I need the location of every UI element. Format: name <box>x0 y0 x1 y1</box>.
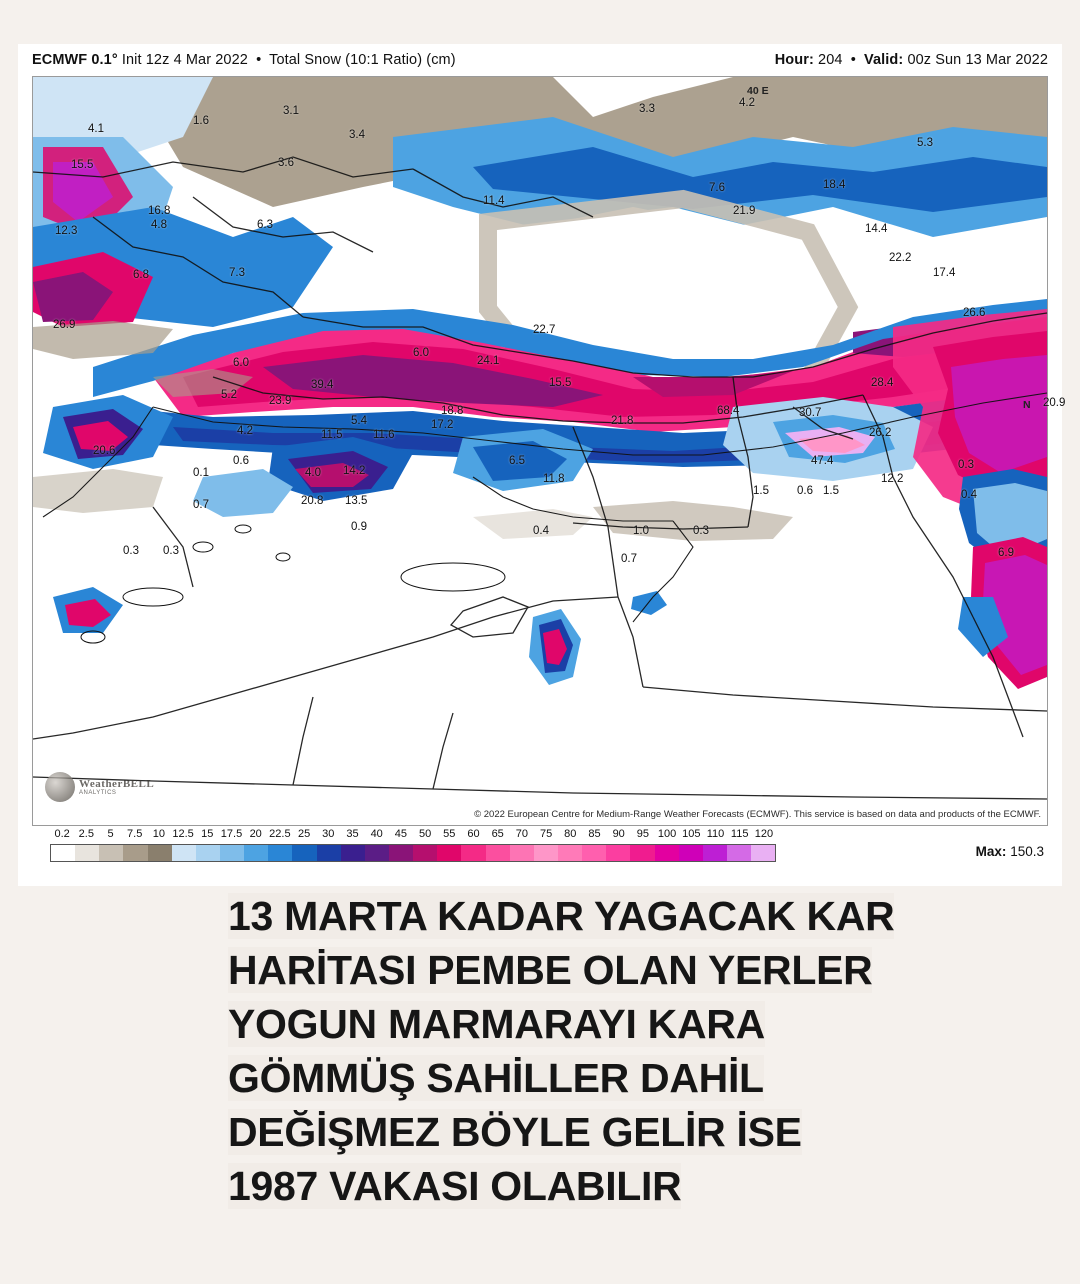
color-scale-tick: 65 <box>491 828 504 840</box>
snow-value-label: 30.7 <box>799 407 822 419</box>
color-scale-tick: 80 <box>564 828 577 840</box>
color-scale-tick: 60 <box>467 828 480 840</box>
map-credit: © 2022 European Centre for Medium-Range Weather Forecasts (ECMWF). This service is based on data and products of the ECMWF. <box>474 809 1041 820</box>
caption-line <box>0 1106 1080 1158</box>
color-scale-swatch <box>437 845 461 861</box>
caption-line-text: GÖMMÜŞ SAHİLLER DAHİL <box>228 1055 764 1102</box>
snow-value-label: 4.2 <box>237 425 253 437</box>
snow-value-label: 21.9 <box>733 205 756 217</box>
snow-value-label: 13.5 <box>345 495 368 507</box>
snow-value-label: 15.5 <box>71 159 94 171</box>
snow-value-label: 11.5 <box>321 429 343 441</box>
snow-value-label: 0.9 <box>351 521 367 533</box>
snow-value-label: 47.4 <box>811 455 834 467</box>
color-scale-tick: 105 <box>682 828 701 840</box>
weather-map-card <box>18 44 1066 886</box>
model-label: ECMWF 0.1° <box>32 52 118 68</box>
color-scale-swatch <box>606 845 630 861</box>
map-viewport[interactable] <box>32 76 1066 826</box>
color-scale-tick: 50 <box>418 828 432 840</box>
weatherbell-logo <box>45 767 165 807</box>
color-scale-swatch <box>317 845 341 861</box>
color-scale-tick: 20 <box>249 828 262 840</box>
snow-value-label: 24.1 <box>477 355 500 367</box>
color-scale-tick: 15 <box>201 828 214 840</box>
snow-value-label: 14.4 <box>865 223 888 235</box>
valid-value: 00z Sun 13 Mar 2022 <box>907 52 1048 68</box>
caption-line <box>0 890 1080 942</box>
snow-value-label: 1.5 <box>823 485 839 497</box>
color-scale-tick: 95 <box>636 828 650 840</box>
snow-value-label: 20.8 <box>301 495 324 507</box>
snow-value-label: 5.4 <box>351 415 367 427</box>
color-scale-swatch <box>413 845 437 861</box>
snow-value-label: 4.0 <box>305 467 321 479</box>
color-scale <box>32 828 1048 874</box>
map-header-right <box>775 52 1048 68</box>
snow-value-label: 26.9 <box>53 319 76 331</box>
snow-value-label: 6.3 <box>257 219 273 231</box>
map-header <box>18 44 1062 76</box>
header-sep-2: • <box>850 52 856 68</box>
color-scale-ticks <box>32 828 772 844</box>
snow-value-label: 17.4 <box>933 267 956 279</box>
color-scale-tick: 25 <box>297 828 311 840</box>
caption-line <box>0 998 1080 1050</box>
snow-value-label: 0.6 <box>233 455 249 467</box>
snow-value-label: 3.1 <box>283 105 299 117</box>
color-scale-tick: 30 <box>322 828 335 840</box>
snow-value-label: 39.4 <box>311 379 334 391</box>
snow-value-label: 4.2 <box>739 97 755 109</box>
snow-value-label: 1.0 <box>633 525 649 537</box>
snow-value-label: 0.6 <box>797 485 813 497</box>
max-label-text: Max: <box>975 844 1007 859</box>
color-scale-tick: 90 <box>612 828 625 840</box>
color-scale-tick: 35 <box>346 828 359 840</box>
color-scale-tick: 55 <box>443 828 456 840</box>
color-scale-tick: 70 <box>515 828 529 840</box>
hour-value: 204 <box>818 52 843 68</box>
color-scale-tick: 110 <box>706 828 725 840</box>
weatherbell-ball-icon <box>45 772 75 802</box>
snow-value-label: 22.7 <box>533 324 556 336</box>
color-scale-swatch <box>534 845 558 861</box>
snow-value-label: 21.8 <box>611 415 634 427</box>
color-scale-swatch <box>582 845 606 861</box>
color-scale-bar <box>50 844 776 862</box>
snow-value-label: 1.6 <box>193 115 209 127</box>
caption-line-text: YOGUN MARMARAYI KARA <box>228 1001 765 1048</box>
product-label: Total Snow (10:1 Ratio) (cm) <box>269 52 456 68</box>
color-scale-swatch <box>148 845 172 861</box>
snow-value-label: 7.3 <box>229 267 245 279</box>
caption-line-text: 1987 VAKASI OLABILIR <box>228 1163 682 1210</box>
snow-value-label: 17.2 <box>431 419 454 431</box>
color-scale-swatch <box>51 845 75 861</box>
color-scale-swatch <box>461 845 485 861</box>
color-scale-tick: 40 <box>370 828 383 840</box>
color-scale-swatch <box>510 845 534 861</box>
init-label: Init 12z 4 Mar 2022 <box>121 52 248 68</box>
color-scale-tick: 120 <box>754 828 774 840</box>
color-scale-tick: 115 <box>730 828 749 840</box>
color-scale-swatch <box>220 845 244 861</box>
snow-value-label: 6.0 <box>413 347 429 359</box>
snow-value-label: 26.6 <box>963 307 986 319</box>
max-value-label <box>976 844 1044 859</box>
hour-label: Hour: <box>774 52 814 68</box>
map-svg <box>33 77 1047 825</box>
snow-value-label: 5.3 <box>917 137 933 149</box>
color-scale-swatch <box>727 845 751 861</box>
snow-value-label: 0.3 <box>958 459 974 471</box>
snow-value-label: 23.9 <box>269 395 292 407</box>
snow-value-label: 20.9 <box>1043 397 1066 409</box>
color-scale-tick: 0.2 <box>54 828 70 840</box>
snow-value-label: 11.4 <box>483 195 505 207</box>
snow-value-label: 6.5 <box>509 455 525 467</box>
color-scale-swatch <box>244 845 268 861</box>
snow-value-label: 0.4 <box>961 489 977 501</box>
color-scale-tick: 22.5 <box>269 828 291 840</box>
snow-value-label: 0.7 <box>621 553 637 565</box>
snow-value-label: 1.5 <box>753 485 769 497</box>
snow-value-label: 6.8 <box>133 269 149 281</box>
color-scale-tick: 100 <box>657 828 677 840</box>
snow-value-label: 5.2 <box>221 389 237 401</box>
color-scale-swatch <box>268 845 292 861</box>
snow-value-label: 0.3 <box>163 545 179 557</box>
caption-line-text: DEĞİŞMEZ BÖYLE GELİR İSE <box>228 1109 802 1156</box>
snow-value-label: 11.8 <box>543 473 565 485</box>
color-scale-tick: 7.5 <box>127 828 143 840</box>
color-scale-swatch <box>679 845 703 861</box>
snow-value-label: 15.5 <box>549 377 572 389</box>
color-scale-swatch <box>630 845 654 861</box>
snow-value-label: 12.2 <box>881 473 904 485</box>
color-scale-tick: 17.5 <box>220 828 243 840</box>
map-raster <box>33 77 1047 825</box>
max-value-text: 150.3 <box>1010 844 1044 859</box>
color-scale-tick: 85 <box>588 828 601 840</box>
color-scale-tick: 10 <box>152 828 166 840</box>
color-scale-swatch <box>292 845 316 861</box>
map-grid-label: 40 E <box>747 85 769 97</box>
map-header-left <box>32 52 456 68</box>
snow-value-label: 6.0 <box>233 357 249 369</box>
snow-value-label: 18.8 <box>441 405 464 417</box>
snow-value-label: 68.4 <box>717 405 740 417</box>
color-scale-tick: 12.5 <box>172 828 194 840</box>
snow-value-label: 4.1 <box>88 123 104 135</box>
color-scale-swatch <box>486 845 510 861</box>
snow-value-label: 0.3 <box>123 545 139 557</box>
color-scale-tick: 75 <box>539 828 553 840</box>
snow-value-label: 3.3 <box>639 103 655 115</box>
caption-line-text: 13 MARTA KADAR YAGACAK KAR <box>228 893 895 939</box>
snow-value-label: 3.6 <box>278 157 294 169</box>
snow-value-label: 4.8 <box>151 219 167 231</box>
snow-value-label: 12.3 <box>55 225 78 237</box>
color-scale-tick: 2.5 <box>78 828 94 840</box>
valid-label: Valid: <box>864 52 904 68</box>
caption-line <box>0 944 1080 996</box>
color-scale-swatch <box>558 845 582 861</box>
snow-value-label: 6.9 <box>998 547 1014 559</box>
color-scale-swatch <box>99 845 123 861</box>
color-scale-swatch <box>365 845 389 861</box>
snow-value-label: 22.2 <box>889 252 912 264</box>
color-scale-swatch <box>341 845 365 861</box>
snow-value-label: 28.4 <box>871 377 894 389</box>
snow-value-label: 16.8 <box>148 205 171 217</box>
color-scale-swatch <box>123 845 147 861</box>
color-scale-swatch <box>655 845 679 861</box>
color-scale-swatch <box>751 845 775 861</box>
snow-value-label: 20.6 <box>93 445 116 457</box>
snow-value-label: 3.4 <box>349 129 365 141</box>
snow-value-label: 0.3 <box>693 525 709 537</box>
caption-block <box>0 890 1080 1214</box>
caption-line <box>0 1052 1080 1104</box>
map-grid-label: N <box>1023 399 1031 411</box>
header-sep-1: • <box>256 52 262 68</box>
snow-value-label: 0.1 <box>193 467 209 479</box>
color-scale-swatch <box>389 845 413 861</box>
color-scale-tick: 5 <box>107 828 114 840</box>
snow-value-label: 11.6 <box>373 429 395 441</box>
snow-value-label: 7.6 <box>709 182 725 194</box>
color-scale-swatch <box>196 845 220 861</box>
color-scale-tick: 45 <box>394 828 408 840</box>
logo-subtext: ANALYTICS <box>79 790 117 796</box>
color-scale-swatch <box>75 845 99 861</box>
snow-value-label: 0.7 <box>193 499 209 511</box>
snow-value-label: 18.4 <box>823 179 846 191</box>
caption-line <box>0 1160 1080 1212</box>
logo-text: WeatherBELL <box>79 778 155 790</box>
color-scale-swatch <box>172 845 196 861</box>
snow-value-label: 14.2 <box>343 465 366 477</box>
snow-value-label: 0.4 <box>533 525 549 537</box>
snow-value-label: 26.2 <box>869 427 892 439</box>
caption-line-text: HARİTASI PEMBE OLAN YERLER <box>228 947 873 994</box>
color-scale-swatch <box>703 845 727 861</box>
